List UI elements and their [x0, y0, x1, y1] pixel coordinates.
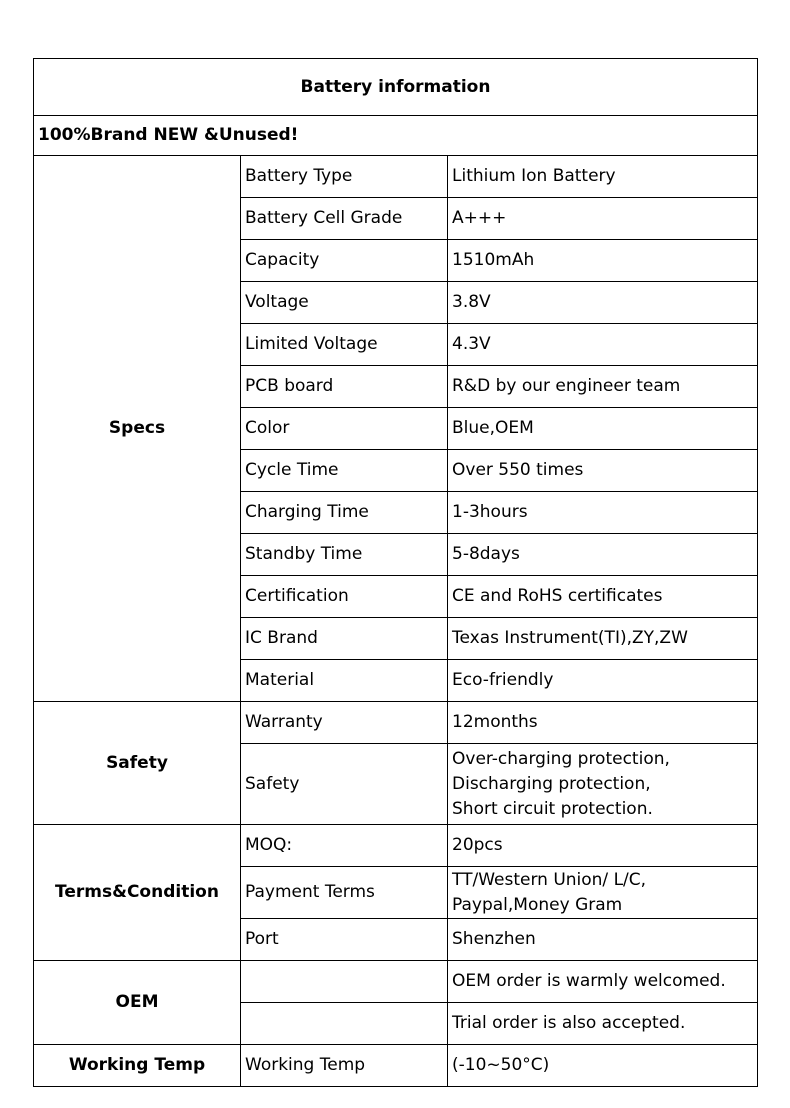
spec-value: R&D by our engineer team — [448, 366, 758, 408]
terms-label: MOQ: — [241, 825, 448, 867]
spec-value: 3.8V — [448, 282, 758, 324]
terms-value-text: TT/Western Union/ L/C, Paypal,Money Gram — [452, 869, 647, 915]
spec-label: PCB board — [241, 366, 448, 408]
working-temp-value: (-10~50°C) — [448, 1045, 758, 1087]
oem-value: Trial order is also accepted. — [448, 1003, 758, 1045]
spec-value: Lithium Ion Battery — [448, 156, 758, 198]
spec-value: 5-8days — [448, 534, 758, 576]
safety-value-text: Over-charging protection, Discharging protection, Short circuit protection. — [452, 748, 670, 819]
category-terms: Terms&Condition — [34, 825, 241, 961]
spec-label: IC Brand — [241, 618, 448, 660]
terms-value — [448, 867, 758, 919]
spec-value: Over 550 times — [448, 450, 758, 492]
spec-label: Capacity — [241, 240, 448, 282]
category-specs: Specs — [34, 156, 241, 702]
spec-label: Charging Time — [241, 492, 448, 534]
safety-value: 12months — [448, 702, 758, 744]
spec-value: Blue,OEM — [448, 408, 758, 450]
terms-label: Payment Terms — [241, 867, 448, 919]
oem-label — [241, 1003, 448, 1045]
spec-label: Standby Time — [241, 534, 448, 576]
category-working-temp: Working Temp — [34, 1045, 241, 1087]
spec-value: CE and RoHS certificates — [448, 576, 758, 618]
spec-value: 4.3V — [448, 324, 758, 366]
table-title: Battery information — [34, 59, 758, 116]
spec-label: Limited Voltage — [241, 324, 448, 366]
category-safety: Safety — [34, 702, 241, 825]
oem-label — [241, 961, 448, 1003]
spec-label: Battery Cell Grade — [241, 198, 448, 240]
spec-value: 1510mAh — [448, 240, 758, 282]
spec-value: A+++ — [448, 198, 758, 240]
terms-value: Shenzhen — [448, 919, 758, 961]
oem-value: OEM order is warmly welcomed. — [448, 961, 758, 1003]
terms-label: Port — [241, 919, 448, 961]
spec-label: Color — [241, 408, 448, 450]
safety-value — [448, 744, 758, 825]
spec-label: Certification — [241, 576, 448, 618]
spec-label: Battery Type — [241, 156, 448, 198]
safety-label: Safety — [241, 744, 448, 825]
category-oem: OEM — [34, 961, 241, 1045]
working-temp-label: Working Temp — [241, 1045, 448, 1087]
spec-label: Voltage — [241, 282, 448, 324]
terms-value: 20pcs — [448, 825, 758, 867]
spec-value: Texas Instrument(TI),ZY,ZW — [448, 618, 758, 660]
safety-label: Warranty — [241, 702, 448, 744]
spec-label: Material — [241, 660, 448, 702]
battery-info-table — [33, 58, 758, 1087]
table-subtitle: 100%Brand NEW &Unused! — [34, 116, 758, 156]
spec-label: Cycle Time — [241, 450, 448, 492]
spec-value: Eco-friendly — [448, 660, 758, 702]
spec-value: 1-3hours — [448, 492, 758, 534]
